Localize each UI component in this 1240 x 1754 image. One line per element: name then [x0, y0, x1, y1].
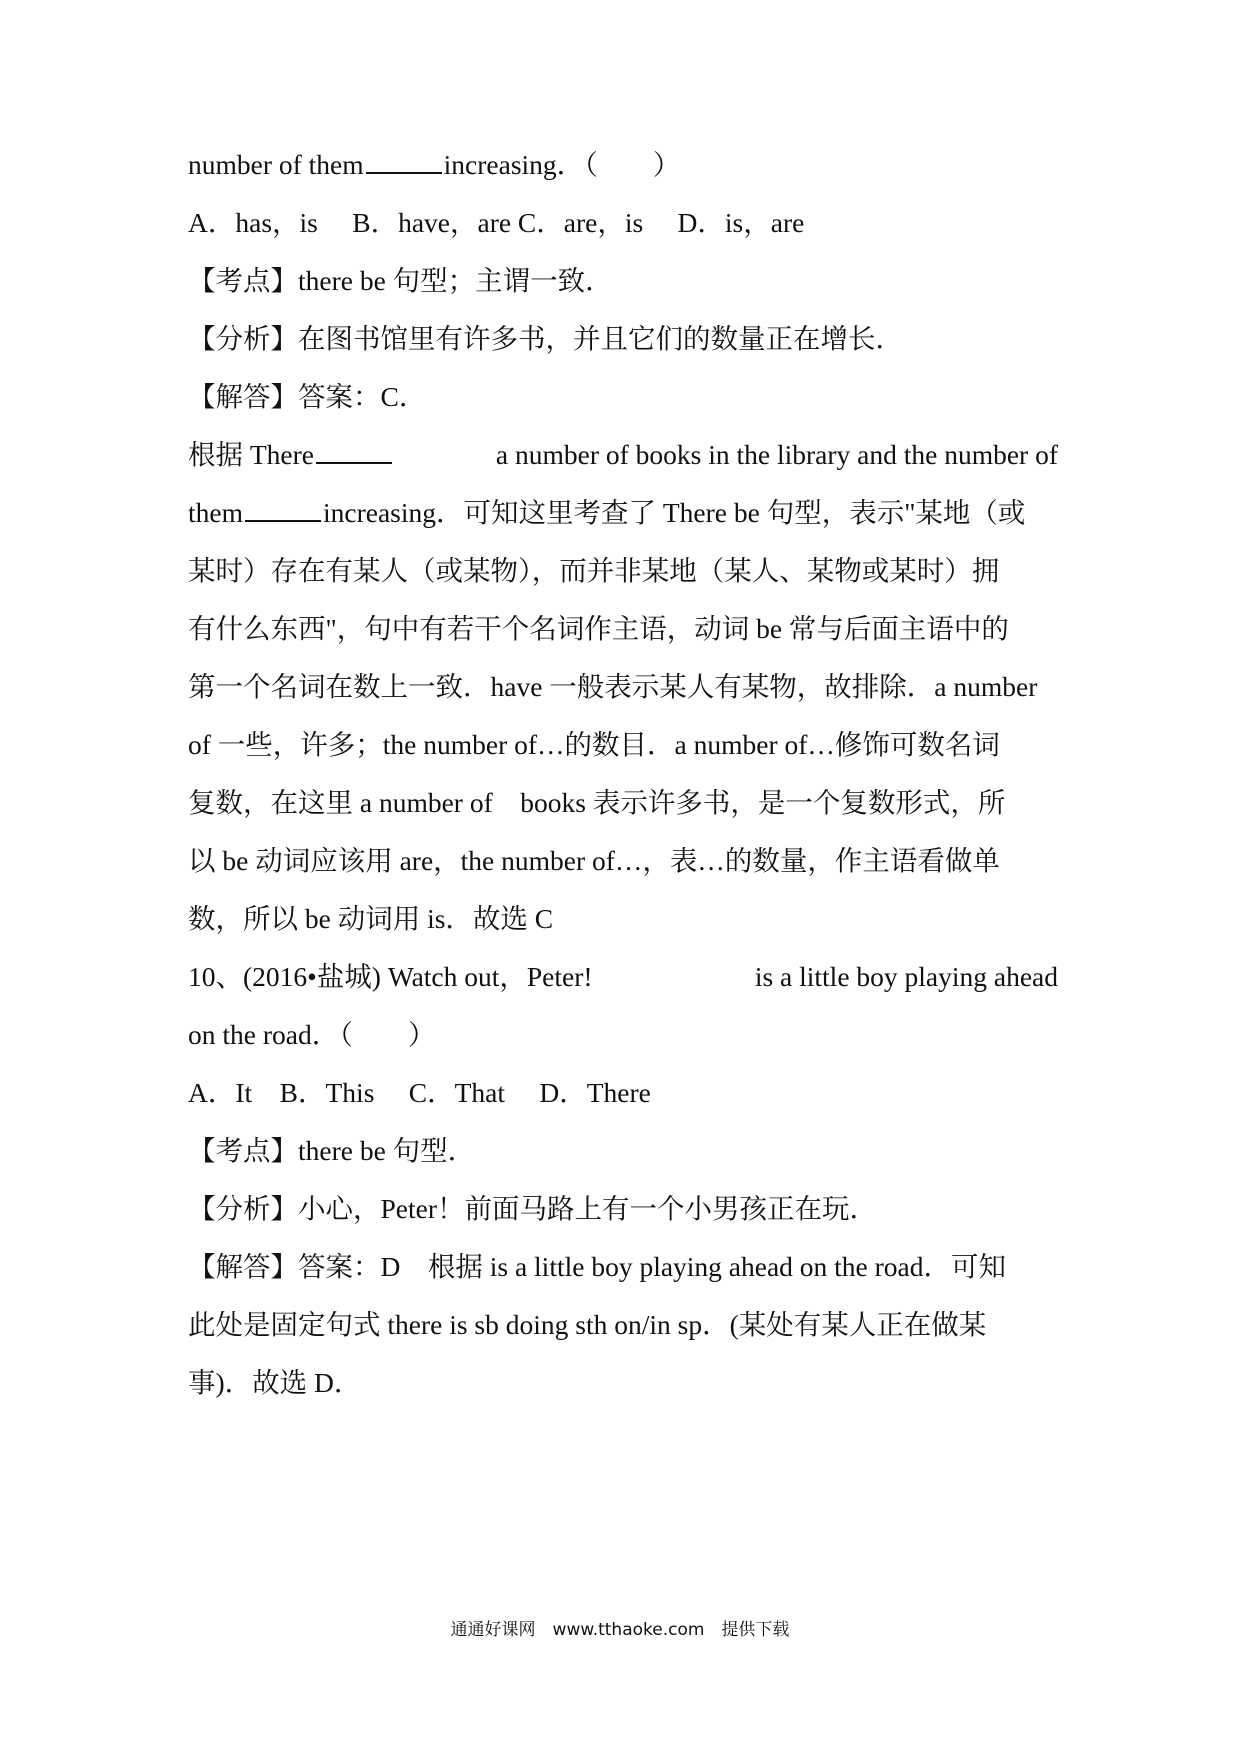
q9-expl-1-left — [188, 435, 394, 475]
q9-stem-before: number of them — [188, 149, 364, 180]
q9-expl-1-before: 根据 There — [188, 439, 314, 470]
q9-explanation-line-9: 数，所以 be 动词用 is．故选 C — [188, 903, 554, 934]
q9-explanation-line-1 — [188, 435, 1058, 475]
q9-expl-2-before: them — [188, 497, 243, 528]
q9-explanation-line-7: 复数，在这里 a number of books 表示许多书，是一个复数形式，所 — [188, 787, 1006, 818]
q9-stem-after: increasing．（ ） — [443, 149, 681, 180]
q9-fenxi: 【分析】在图书馆里有许多书，并且它们的数量正在增长． — [188, 323, 903, 354]
q10-options: A．It B．This C．That D．There — [188, 1077, 651, 1108]
q10-kaodian: 【考点】there be 句型． — [188, 1135, 476, 1166]
page-footer: 通通好课网 www.tthaoke.com 提供下载 — [450, 1620, 790, 1640]
q9-kaodian: 【考点】there be 句型；主谓一致． — [188, 265, 613, 296]
q10-stem-line-2: on the road．（ ） — [188, 1019, 436, 1050]
q9-explanation-line-3: 某时）存在有某人（或某物），而并非某地（某人、某物或某时）拥 — [188, 555, 1000, 586]
q9-explanation-line-6: of 一些，许多；the number of…的数目．a number of…修饰可数名词 — [188, 729, 1000, 760]
q9-explanation-line-5: 第一个名词在数上一致．have 一般表示某人有某物，故排除．a number — [188, 671, 1038, 702]
q9-explanation-line-2 — [188, 493, 1058, 533]
q10-fenxi: 【分析】小心，Peter！前面马路上有一个小男孩正在玩． — [188, 1193, 878, 1224]
q9-jieda: 【解答】答案：C． — [188, 381, 427, 412]
q10-jieda-line-2: 此处是固定句式 there is sb doing sth on/in sp．(某处有某人正在做某 — [188, 1309, 987, 1340]
q10-stem-line-1 — [188, 957, 1058, 997]
answer-blank — [366, 172, 442, 174]
q9-explanation-line-4: 有什么东西"，句中有若干个名词作主语，动词 be 常与后面主语中的 — [188, 613, 1009, 644]
q9-explanation-line-8: 以 be 动词应该用 are，the number of…，表…的数量，作主语看做单 — [188, 845, 1000, 876]
q9-stem-line — [188, 145, 1058, 185]
q10-jieda-line-1: 【解答】答案：D 根据 is a little boy playing ahead on the road．可知 — [188, 1251, 1007, 1282]
q10-stem-before: 10、(2016•盐城) Watch out，Peter! — [188, 961, 593, 992]
answer-blank — [245, 520, 321, 522]
q10-stem-after: is a little boy playing ahead — [754, 961, 1058, 992]
answer-blank — [316, 462, 392, 464]
q10-jieda-line-3: 事)．故选 D． — [188, 1367, 362, 1398]
q9-expl-2-after: increasing．可知这里考查了 There be 句型，表示"某地（或 — [323, 497, 1026, 528]
q9-options: A．has，is B．have，are C．are，is D．is，are — [188, 207, 805, 238]
q9-expl-1-after: a number of books in the library and the number of — [495, 439, 1058, 470]
